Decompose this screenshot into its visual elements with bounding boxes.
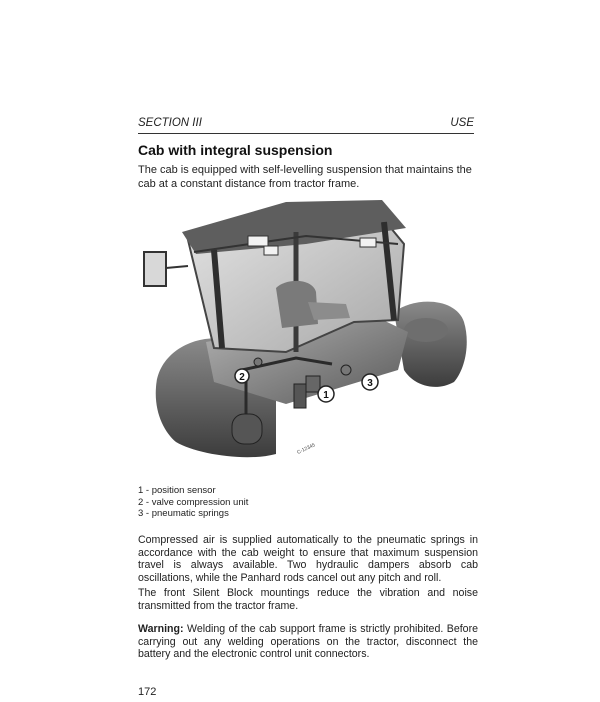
paragraph-silent-block: The front Silent Block mountings reduce the vibration and noise transmitted from the tractor frame. (138, 587, 478, 612)
svg-text:1: 1 (323, 390, 329, 401)
callout-3 (362, 374, 378, 390)
figure-credit: C-12345 (296, 442, 317, 456)
air-reservoir (232, 414, 262, 444)
figure-legend (138, 485, 438, 520)
warning-label: Warning: (138, 623, 184, 635)
page-number: 172 (138, 686, 157, 698)
callout-1 (318, 386, 334, 402)
legend-item: 3 - pneumatic springs (138, 508, 229, 520)
callout-2 (235, 369, 249, 383)
warning-text: Welding of the cab support frame is strictly prohibited. Before carrying out any welding operations on the tractor, disconnect the battery and the electronic control unit connectors. (138, 623, 478, 661)
right-fender (394, 302, 467, 387)
cab-suspension-illustration (136, 192, 480, 482)
svg-text:3: 3 (367, 378, 373, 389)
warning-paragraph (138, 623, 478, 661)
legend-item: 1 - position sensor (138, 485, 216, 496)
header-rule (138, 133, 474, 134)
svg-text:2: 2 (239, 372, 245, 383)
paragraph-compressed-air: Compressed air is supplied automatically to the pneumatic springs in accordance with the cab weight to ensure that maximum suspension travel is always available. Two hydraulic dampers absorb cab oscillations, while the Panhard rods cancel out any pitch and roll. (138, 534, 478, 584)
section-label: SECTION III (138, 117, 202, 129)
side-mirror (144, 252, 166, 286)
chapter-label: USE (450, 117, 474, 129)
legend-item: 2 - valve compression unit (138, 496, 249, 508)
intro-paragraph: The cab is equipped with self-levelling suspension that maintains the cab at a constant distance from tractor frame. (138, 164, 472, 190)
pneumatic-spring (294, 384, 306, 408)
page-title: Cab with integral suspension (138, 142, 333, 158)
